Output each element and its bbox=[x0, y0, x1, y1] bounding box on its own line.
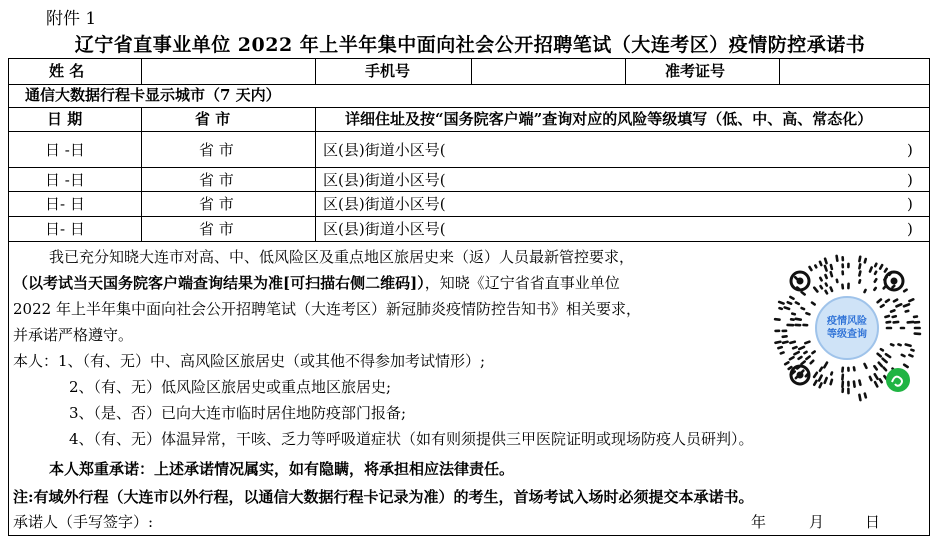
qr-dot bbox=[779, 308, 781, 309]
qr-dot bbox=[831, 265, 832, 269]
commitment-line-4: 并承诺严格遵守。 bbox=[13, 326, 134, 344]
date-year-label: 年 bbox=[751, 513, 767, 531]
commitment-item-2: 2、（有、无）低风险区旅居史或重点地区旅居史; bbox=[69, 378, 392, 396]
qr-dot bbox=[789, 367, 792, 369]
qr-dot bbox=[874, 366, 876, 369]
qr-dot bbox=[865, 364, 867, 368]
qr-dot bbox=[806, 374, 808, 376]
col-address-risk-header: 详细住址及按“国务院客户端”查询对应的风险等级填写（低、中、高、常态化） bbox=[345, 110, 873, 128]
commitment-item-4: 4、（有、无）体温异常，干咳、乏力等呼吸道症状（如有则须提供三甲医院证明或现场防疫人员研判）。 bbox=[69, 430, 754, 448]
qr-dot bbox=[875, 264, 876, 266]
qr-dot bbox=[794, 352, 798, 354]
row-close-paren: ) bbox=[907, 195, 913, 213]
qr-dot bbox=[881, 305, 884, 307]
qr-dot bbox=[886, 300, 889, 302]
qr-dot bbox=[891, 310, 894, 311]
qr-dot bbox=[859, 381, 860, 385]
qr-dot bbox=[837, 256, 838, 261]
qr-dot bbox=[859, 395, 860, 400]
qr-dot bbox=[796, 302, 799, 303]
qr-finder-dot bbox=[797, 372, 804, 379]
qr-dot bbox=[820, 368, 822, 371]
qr-dot bbox=[826, 275, 827, 278]
qr-dot bbox=[909, 299, 913, 301]
commitment-line-1: 我已充分知晓大连市对高、中、低风险区及重点地区旅居史来（返）人员最新管控要求， bbox=[49, 248, 635, 266]
qr-dot bbox=[799, 347, 804, 349]
qr-dot bbox=[909, 355, 912, 356]
qr-finder-dot bbox=[797, 278, 804, 285]
row-close-paren: ) bbox=[907, 141, 913, 159]
qr-dot bbox=[865, 259, 866, 262]
col-divider bbox=[779, 59, 780, 84]
itinerary-label: 通信大数据行程卡显示城市（7 天内） bbox=[25, 86, 281, 104]
qr-dot bbox=[894, 300, 897, 302]
qr-dot bbox=[878, 354, 881, 357]
qr-dot bbox=[906, 311, 908, 312]
qr-dot bbox=[806, 313, 809, 314]
qr-dot bbox=[875, 272, 876, 274]
qr-dot bbox=[893, 316, 896, 317]
qr-dot bbox=[824, 363, 827, 368]
qr-dot bbox=[778, 347, 781, 348]
row-date: 日 -日 bbox=[45, 171, 85, 189]
mini-program-badge-icon bbox=[886, 368, 910, 392]
qr-dot bbox=[775, 342, 780, 343]
qr-dot bbox=[904, 365, 907, 367]
commitment-item-3: 3、（是、否）已向大连市临时居住地防疫部门报备; bbox=[69, 404, 407, 422]
row-divider bbox=[9, 131, 929, 132]
qr-dot bbox=[891, 344, 893, 345]
qr-dot bbox=[790, 342, 794, 343]
name-label: 姓 名 bbox=[49, 62, 85, 80]
qr-dot bbox=[893, 286, 895, 288]
qr-dot bbox=[904, 304, 909, 306]
qr-dot bbox=[896, 304, 901, 306]
qr-dot bbox=[854, 382, 855, 387]
qr-dot bbox=[870, 377, 871, 380]
col-divider bbox=[315, 107, 316, 241]
row-address: 区(县)街道小区号( bbox=[323, 195, 446, 213]
row-province-city: 省 市 bbox=[199, 220, 234, 238]
qr-dot bbox=[802, 308, 804, 309]
qr-dot bbox=[885, 316, 888, 317]
date-day-label: 日 bbox=[865, 513, 881, 531]
qr-dot bbox=[859, 257, 860, 261]
qr-dot bbox=[799, 357, 802, 359]
qr-dot bbox=[859, 272, 860, 276]
qr-dot bbox=[820, 278, 821, 280]
qr-dot bbox=[911, 350, 913, 351]
qr-dot bbox=[820, 262, 821, 265]
qr-dot bbox=[792, 314, 795, 315]
qr-dot bbox=[821, 286, 822, 288]
qr-dot bbox=[779, 302, 783, 304]
qr-dot bbox=[884, 368, 886, 371]
row-province-city: 省 市 bbox=[199, 141, 234, 159]
qr-dot bbox=[805, 342, 809, 343]
qr-dot bbox=[788, 302, 791, 303]
outside-travel-note: 注:有域外行程（大连市以外行程，以通信大数据行程卡记录为准）的考生，首场考试入场时必须提交本承诺书。 bbox=[13, 488, 754, 506]
qr-dot bbox=[783, 342, 787, 343]
exam-id-label: 准考证号 bbox=[665, 62, 726, 80]
solemn-statement: 本人郑重承诺：上述承诺情况属实，如有隐瞒，将承担相应法律责任。 bbox=[49, 460, 515, 478]
qr-dot bbox=[814, 381, 816, 385]
row-date: 日- 日 bbox=[45, 220, 85, 238]
qr-dot bbox=[825, 378, 827, 383]
qr-dot bbox=[785, 362, 788, 364]
qr-dot bbox=[875, 374, 878, 378]
col-divider bbox=[315, 59, 316, 84]
qr-dot bbox=[880, 265, 882, 268]
qr-dot bbox=[819, 376, 822, 381]
risk-level-qr-code[interactable] bbox=[772, 253, 922, 403]
qr-dot bbox=[781, 352, 784, 353]
col-divider bbox=[625, 59, 626, 84]
qr-code-graphic bbox=[772, 253, 922, 403]
qr-dot bbox=[806, 357, 809, 359]
qr-dot bbox=[831, 380, 832, 384]
attachment-label: 附件 1 bbox=[46, 9, 97, 29]
qr-dot bbox=[883, 359, 887, 362]
row-close-paren: ) bbox=[907, 171, 913, 189]
qr-dot bbox=[775, 319, 779, 320]
qr-dot bbox=[886, 354, 890, 357]
qr-dot bbox=[859, 280, 860, 282]
row-divider bbox=[9, 216, 929, 217]
qr-dot bbox=[904, 290, 906, 292]
col-divider bbox=[141, 59, 142, 84]
signature-label: 承诺人（手写签字）: bbox=[13, 513, 154, 531]
qr-dot bbox=[880, 379, 882, 382]
qr-dot bbox=[881, 349, 883, 350]
qr-dot bbox=[859, 264, 860, 268]
row-address: 区(县)街道小区号( bbox=[323, 220, 446, 238]
qr-dot bbox=[811, 361, 814, 364]
commitment-bold-note: （以考试当天国务院客户端查询结果为准[可扫描右侧二维码]） bbox=[13, 274, 425, 292]
row-address: 区(县)街道小区号( bbox=[323, 171, 446, 189]
row-province-city: 省 市 bbox=[199, 195, 234, 213]
col-divider bbox=[141, 107, 142, 241]
col-date-header: 日 期 bbox=[47, 110, 83, 128]
qr-dot bbox=[898, 344, 900, 345]
commitment-line-2-rest: ，知晓《辽宁省省直事业单位 bbox=[424, 274, 620, 292]
qr-dot bbox=[796, 319, 801, 320]
qr-dot bbox=[814, 288, 817, 292]
qr-dot bbox=[814, 373, 817, 377]
row-close-paren: ) bbox=[907, 220, 913, 238]
qr-dot bbox=[783, 336, 787, 337]
qr-dot bbox=[831, 288, 832, 291]
qr-dot bbox=[885, 269, 887, 272]
qr-dot bbox=[902, 355, 905, 356]
qr-dot bbox=[875, 382, 877, 386]
qr-dot bbox=[825, 266, 827, 271]
commitment-item-1: 本人：1、（有、无）中、高风险区旅居史（或其他不得参加考试情形）; bbox=[13, 352, 486, 370]
document-title: 辽宁省直事业单位 2022 年上半年集中面向社会公开招聘笔试（大连考区）疫情防控承诺书 bbox=[74, 34, 866, 56]
qr-label-line-2: 等级查询 bbox=[827, 329, 867, 340]
row-divider bbox=[9, 241, 929, 242]
row-address: 区(县)街道小区号( bbox=[323, 141, 446, 159]
qr-dot bbox=[878, 300, 881, 303]
qr-dot bbox=[790, 357, 793, 359]
col-divider bbox=[471, 59, 472, 84]
row-divider bbox=[9, 84, 929, 85]
row-date: 日 -日 bbox=[45, 141, 85, 159]
qr-dot bbox=[906, 344, 911, 345]
qr-dot bbox=[865, 290, 866, 292]
qr-dot bbox=[875, 279, 876, 281]
qr-dot bbox=[874, 288, 875, 290]
row-divider bbox=[9, 191, 929, 192]
qr-dot bbox=[820, 383, 822, 387]
qr-dot bbox=[804, 352, 806, 353]
qr-dot bbox=[826, 284, 827, 286]
qr-label-line-1: 疫情风险 bbox=[827, 316, 867, 327]
qr-dot bbox=[793, 347, 796, 348]
row-date: 日- 日 bbox=[45, 195, 85, 213]
commitment-line-3: 2022 年上半年集中面向社会公开招聘笔试（大连考区）新冠肺炎疫情防控告知书》相关要求， bbox=[13, 300, 641, 318]
row-divider bbox=[9, 167, 929, 168]
qr-dot bbox=[810, 267, 812, 270]
qr-dot bbox=[812, 352, 814, 354]
qr-dot bbox=[894, 322, 898, 323]
qr-dot bbox=[831, 373, 832, 375]
row-divider bbox=[9, 107, 929, 108]
commitment-line-2 bbox=[13, 271, 620, 296]
qr-dot bbox=[870, 268, 872, 272]
qr-dot bbox=[812, 303, 815, 305]
phone-label: 手机号 bbox=[365, 62, 411, 80]
qr-dot bbox=[831, 272, 832, 276]
qr-finder-dot bbox=[891, 278, 898, 285]
qr-dot bbox=[879, 363, 882, 366]
qr-dot bbox=[815, 266, 816, 268]
qr-dot bbox=[826, 291, 827, 293]
qr-dot bbox=[802, 292, 805, 294]
col-province-city-header: 省 市 bbox=[195, 110, 231, 128]
date-month-label: 月 bbox=[809, 513, 825, 531]
qr-dot bbox=[790, 297, 793, 299]
qr-dot bbox=[802, 362, 805, 364]
qr-dot bbox=[785, 307, 789, 308]
row-province-city: 省 市 bbox=[199, 171, 234, 189]
qr-dot bbox=[865, 394, 866, 398]
qr-dot bbox=[825, 259, 826, 263]
